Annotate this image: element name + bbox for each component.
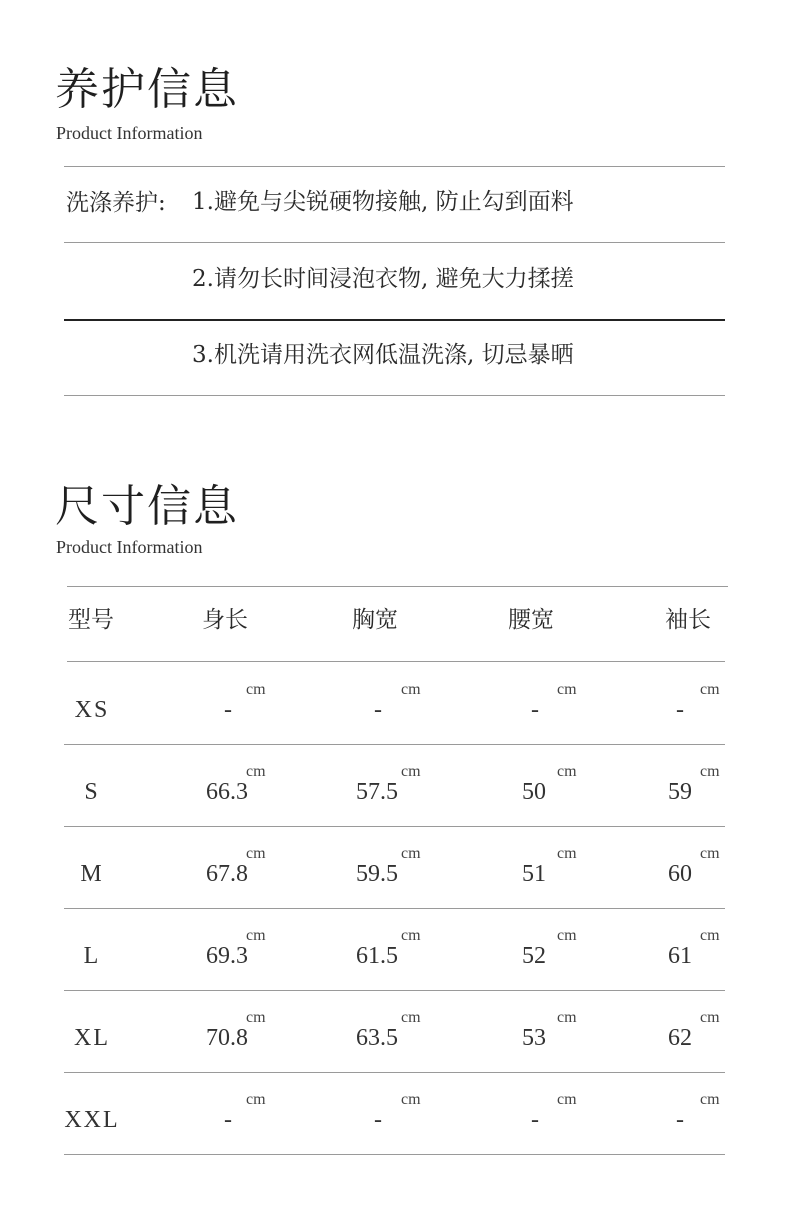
size-label: XL [74, 1025, 110, 1051]
row-divider [64, 826, 725, 827]
cell-length: - [224, 1107, 232, 1133]
header-sleeve: 袖长 [665, 607, 711, 633]
unit-label: cm [557, 1091, 577, 1108]
size-label: M [80, 861, 104, 887]
row-divider [64, 744, 725, 745]
cell-length: 67.8 [206, 861, 248, 887]
row-divider [64, 908, 725, 909]
header-waist: 腰宽 [508, 607, 554, 633]
unit-label: cm [700, 1091, 720, 1108]
care-item-3: 3.机洗请用洗衣网低温洗涤, 切忌暴晒 [192, 342, 574, 368]
table-header-divider [67, 661, 725, 662]
unit-label: cm [557, 763, 577, 780]
care-section-subtitle: Product Information [56, 123, 203, 143]
cell-waist: 50 [522, 779, 546, 805]
unit-label: cm [557, 1009, 577, 1026]
unit-label: cm [557, 845, 577, 862]
size-section-title: 尺寸信息 [55, 481, 239, 532]
cell-sleeve: - [676, 1107, 684, 1133]
divider [64, 242, 725, 243]
cell-waist: - [531, 1107, 539, 1133]
cell-length: 70.8 [206, 1025, 248, 1051]
care-label: 洗涤养护: [66, 190, 166, 216]
unit-label: cm [246, 763, 266, 780]
unit-label: cm [246, 681, 266, 698]
cell-chest: 57.5 [356, 779, 398, 805]
size-label: XS [74, 697, 110, 723]
row-divider [64, 990, 725, 991]
unit-label: cm [246, 1091, 266, 1108]
cell-sleeve: 59 [668, 779, 692, 805]
unit-label: cm [557, 681, 577, 698]
cell-sleeve: 61 [668, 943, 692, 969]
row-divider [64, 1154, 725, 1155]
unit-label: cm [700, 763, 720, 780]
cell-chest: 63.5 [356, 1025, 398, 1051]
cell-length: 69.3 [206, 943, 248, 969]
size-label: XXL [64, 1107, 120, 1133]
cell-sleeve: 62 [668, 1025, 692, 1051]
divider [64, 395, 725, 396]
table-top-border [67, 586, 728, 587]
cell-waist: 52 [522, 943, 546, 969]
header-length: 身长 [202, 607, 248, 633]
row-divider [64, 1072, 725, 1073]
unit-label: cm [401, 1009, 421, 1026]
cell-waist: 53 [522, 1025, 546, 1051]
unit-label: cm [401, 927, 421, 944]
unit-label: cm [557, 927, 577, 944]
cell-sleeve: - [676, 697, 684, 723]
unit-label: cm [700, 927, 720, 944]
header-chest: 胸宽 [352, 607, 398, 633]
cell-chest: - [374, 697, 382, 723]
cell-chest: - [374, 1107, 382, 1133]
header-size: 型号 [68, 607, 114, 633]
cell-length: 66.3 [206, 779, 248, 805]
unit-label: cm [700, 845, 720, 862]
cell-sleeve: 60 [668, 861, 692, 887]
unit-label: cm [700, 1009, 720, 1026]
divider [64, 319, 725, 321]
size-section-subtitle: Product Information [56, 537, 203, 557]
cell-chest: 59.5 [356, 861, 398, 887]
care-section-title: 养护信息 [55, 64, 239, 115]
care-item-1: 1.避免与尖锐硬物接触, 防止勾到面料 [192, 189, 574, 215]
size-label: S [84, 779, 100, 805]
unit-label: cm [700, 681, 720, 698]
cell-waist: 51 [522, 861, 546, 887]
unit-label: cm [401, 763, 421, 780]
cell-chest: 61.5 [356, 943, 398, 969]
unit-label: cm [246, 1009, 266, 1026]
care-item-2: 2.请勿长时间浸泡衣物, 避免大力揉搓 [192, 266, 574, 292]
unit-label: cm [401, 1091, 421, 1108]
unit-label: cm [246, 927, 266, 944]
cell-length: - [224, 697, 232, 723]
size-label: L [83, 943, 101, 969]
divider [64, 166, 725, 167]
unit-label: cm [401, 845, 421, 862]
cell-waist: - [531, 697, 539, 723]
unit-label: cm [246, 845, 266, 862]
unit-label: cm [401, 681, 421, 698]
